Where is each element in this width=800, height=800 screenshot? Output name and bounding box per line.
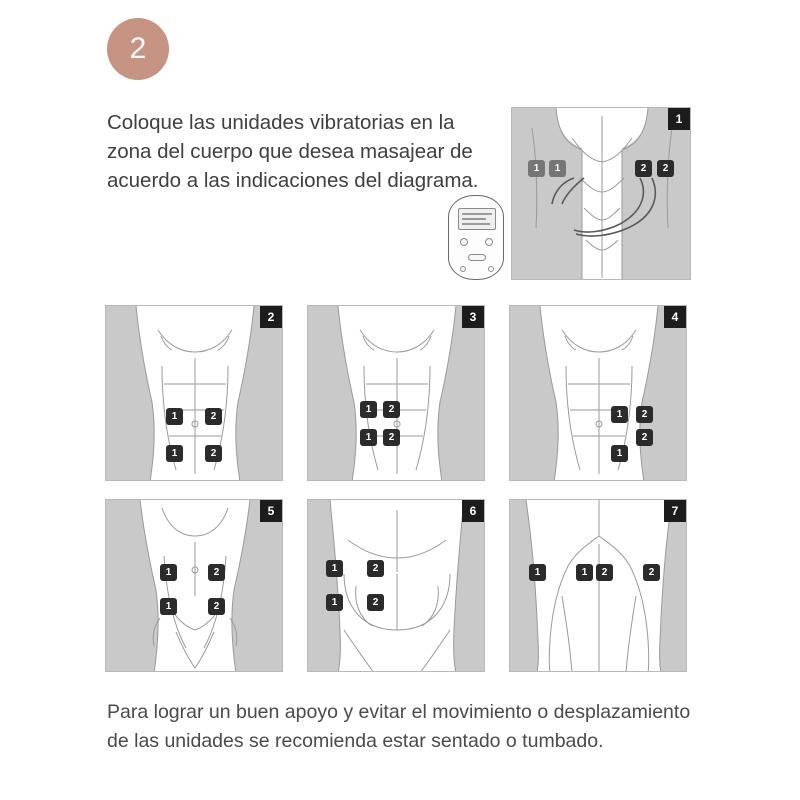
device-screen bbox=[458, 208, 496, 230]
panel-1-pad-4: 2 bbox=[657, 160, 674, 177]
panel-7-number: 7 bbox=[664, 500, 686, 522]
panel-1-pad-3: 2 bbox=[635, 160, 652, 177]
diagram-panel-6 bbox=[307, 499, 485, 672]
device-button-power bbox=[468, 254, 486, 261]
panel-7-illustration bbox=[510, 500, 687, 672]
panel-3-number: 3 bbox=[462, 306, 484, 328]
panel-1-illustration bbox=[512, 108, 691, 280]
panel-6-illustration bbox=[308, 500, 485, 672]
diagram-panel-7 bbox=[509, 499, 687, 672]
panel-2-pad-4: 2 bbox=[205, 445, 222, 462]
diagram-panel-4 bbox=[509, 305, 687, 481]
panel-4-pad-3: 2 bbox=[636, 429, 653, 446]
panel-7-pad-4: 2 bbox=[643, 564, 660, 581]
panel-3-illustration bbox=[308, 306, 485, 481]
device-button-mode bbox=[460, 266, 466, 272]
diagram-panel-3 bbox=[307, 305, 485, 481]
panel-5-pad-2: 2 bbox=[208, 564, 225, 581]
panel-4-pad-2: 2 bbox=[636, 406, 653, 423]
panel-5-illustration bbox=[106, 500, 283, 672]
panel-5-number: 5 bbox=[260, 500, 282, 522]
panel-3-pad-4: 2 bbox=[383, 429, 400, 446]
footer-note: Para lograr un buen apoyo y evitar el movimiento o desplazamiento de las unidades se recomienda estar sentado o tumbado. bbox=[107, 701, 691, 752]
panel-5-pad-4: 2 bbox=[208, 598, 225, 615]
diagram-panel-1 bbox=[511, 107, 691, 280]
panel-4-pad-1: 1 bbox=[611, 406, 628, 423]
diagram-panel-5 bbox=[105, 499, 283, 672]
panel-6-pad-3: 1 bbox=[326, 594, 343, 611]
panel-2-illustration bbox=[106, 306, 283, 481]
panel-5-pad-3: 1 bbox=[160, 598, 177, 615]
device-button-left bbox=[460, 238, 468, 246]
panel-5-pad-1: 1 bbox=[160, 564, 177, 581]
panel-1-number: 1 bbox=[668, 108, 690, 130]
panel-2-pad-1: 1 bbox=[166, 408, 183, 425]
panel-7-pad-2: 1 bbox=[576, 564, 593, 581]
panel-6-pad-2: 2 bbox=[367, 560, 384, 577]
panel-3-pad-2: 2 bbox=[383, 401, 400, 418]
panel-3-pad-1: 1 bbox=[360, 401, 377, 418]
panel-7-pad-1: 1 bbox=[529, 564, 546, 581]
panel-2-pad-3: 1 bbox=[166, 445, 183, 462]
device-button-timer bbox=[488, 266, 494, 272]
panel-6-pad-4: 2 bbox=[367, 594, 384, 611]
panel-6-number: 6 bbox=[462, 500, 484, 522]
panel-4-number: 4 bbox=[664, 306, 686, 328]
panel-3-pad-3: 1 bbox=[360, 429, 377, 446]
vibration-control-unit bbox=[448, 195, 504, 280]
panel-7-pad-3: 2 bbox=[596, 564, 613, 581]
panel-6-pad-1: 1 bbox=[326, 560, 343, 577]
panel-1-pad-1: 1 bbox=[528, 160, 545, 177]
panel-4-pad-4: 1 bbox=[611, 445, 628, 462]
panel-4-illustration bbox=[510, 306, 687, 481]
panel-2-number: 2 bbox=[260, 306, 282, 328]
step-number-badge: 2 bbox=[107, 18, 169, 80]
instruction-text: Coloque las unidades vibratorias en la zona del cuerpo que desea masajear de acuerdo a las indicaciones del diagrama. bbox=[107, 111, 479, 192]
panel-2-pad-2: 2 bbox=[205, 408, 222, 425]
panel-1-pad-2: 1 bbox=[549, 160, 566, 177]
device-button-right bbox=[485, 238, 493, 246]
diagram-panel-2 bbox=[105, 305, 283, 481]
